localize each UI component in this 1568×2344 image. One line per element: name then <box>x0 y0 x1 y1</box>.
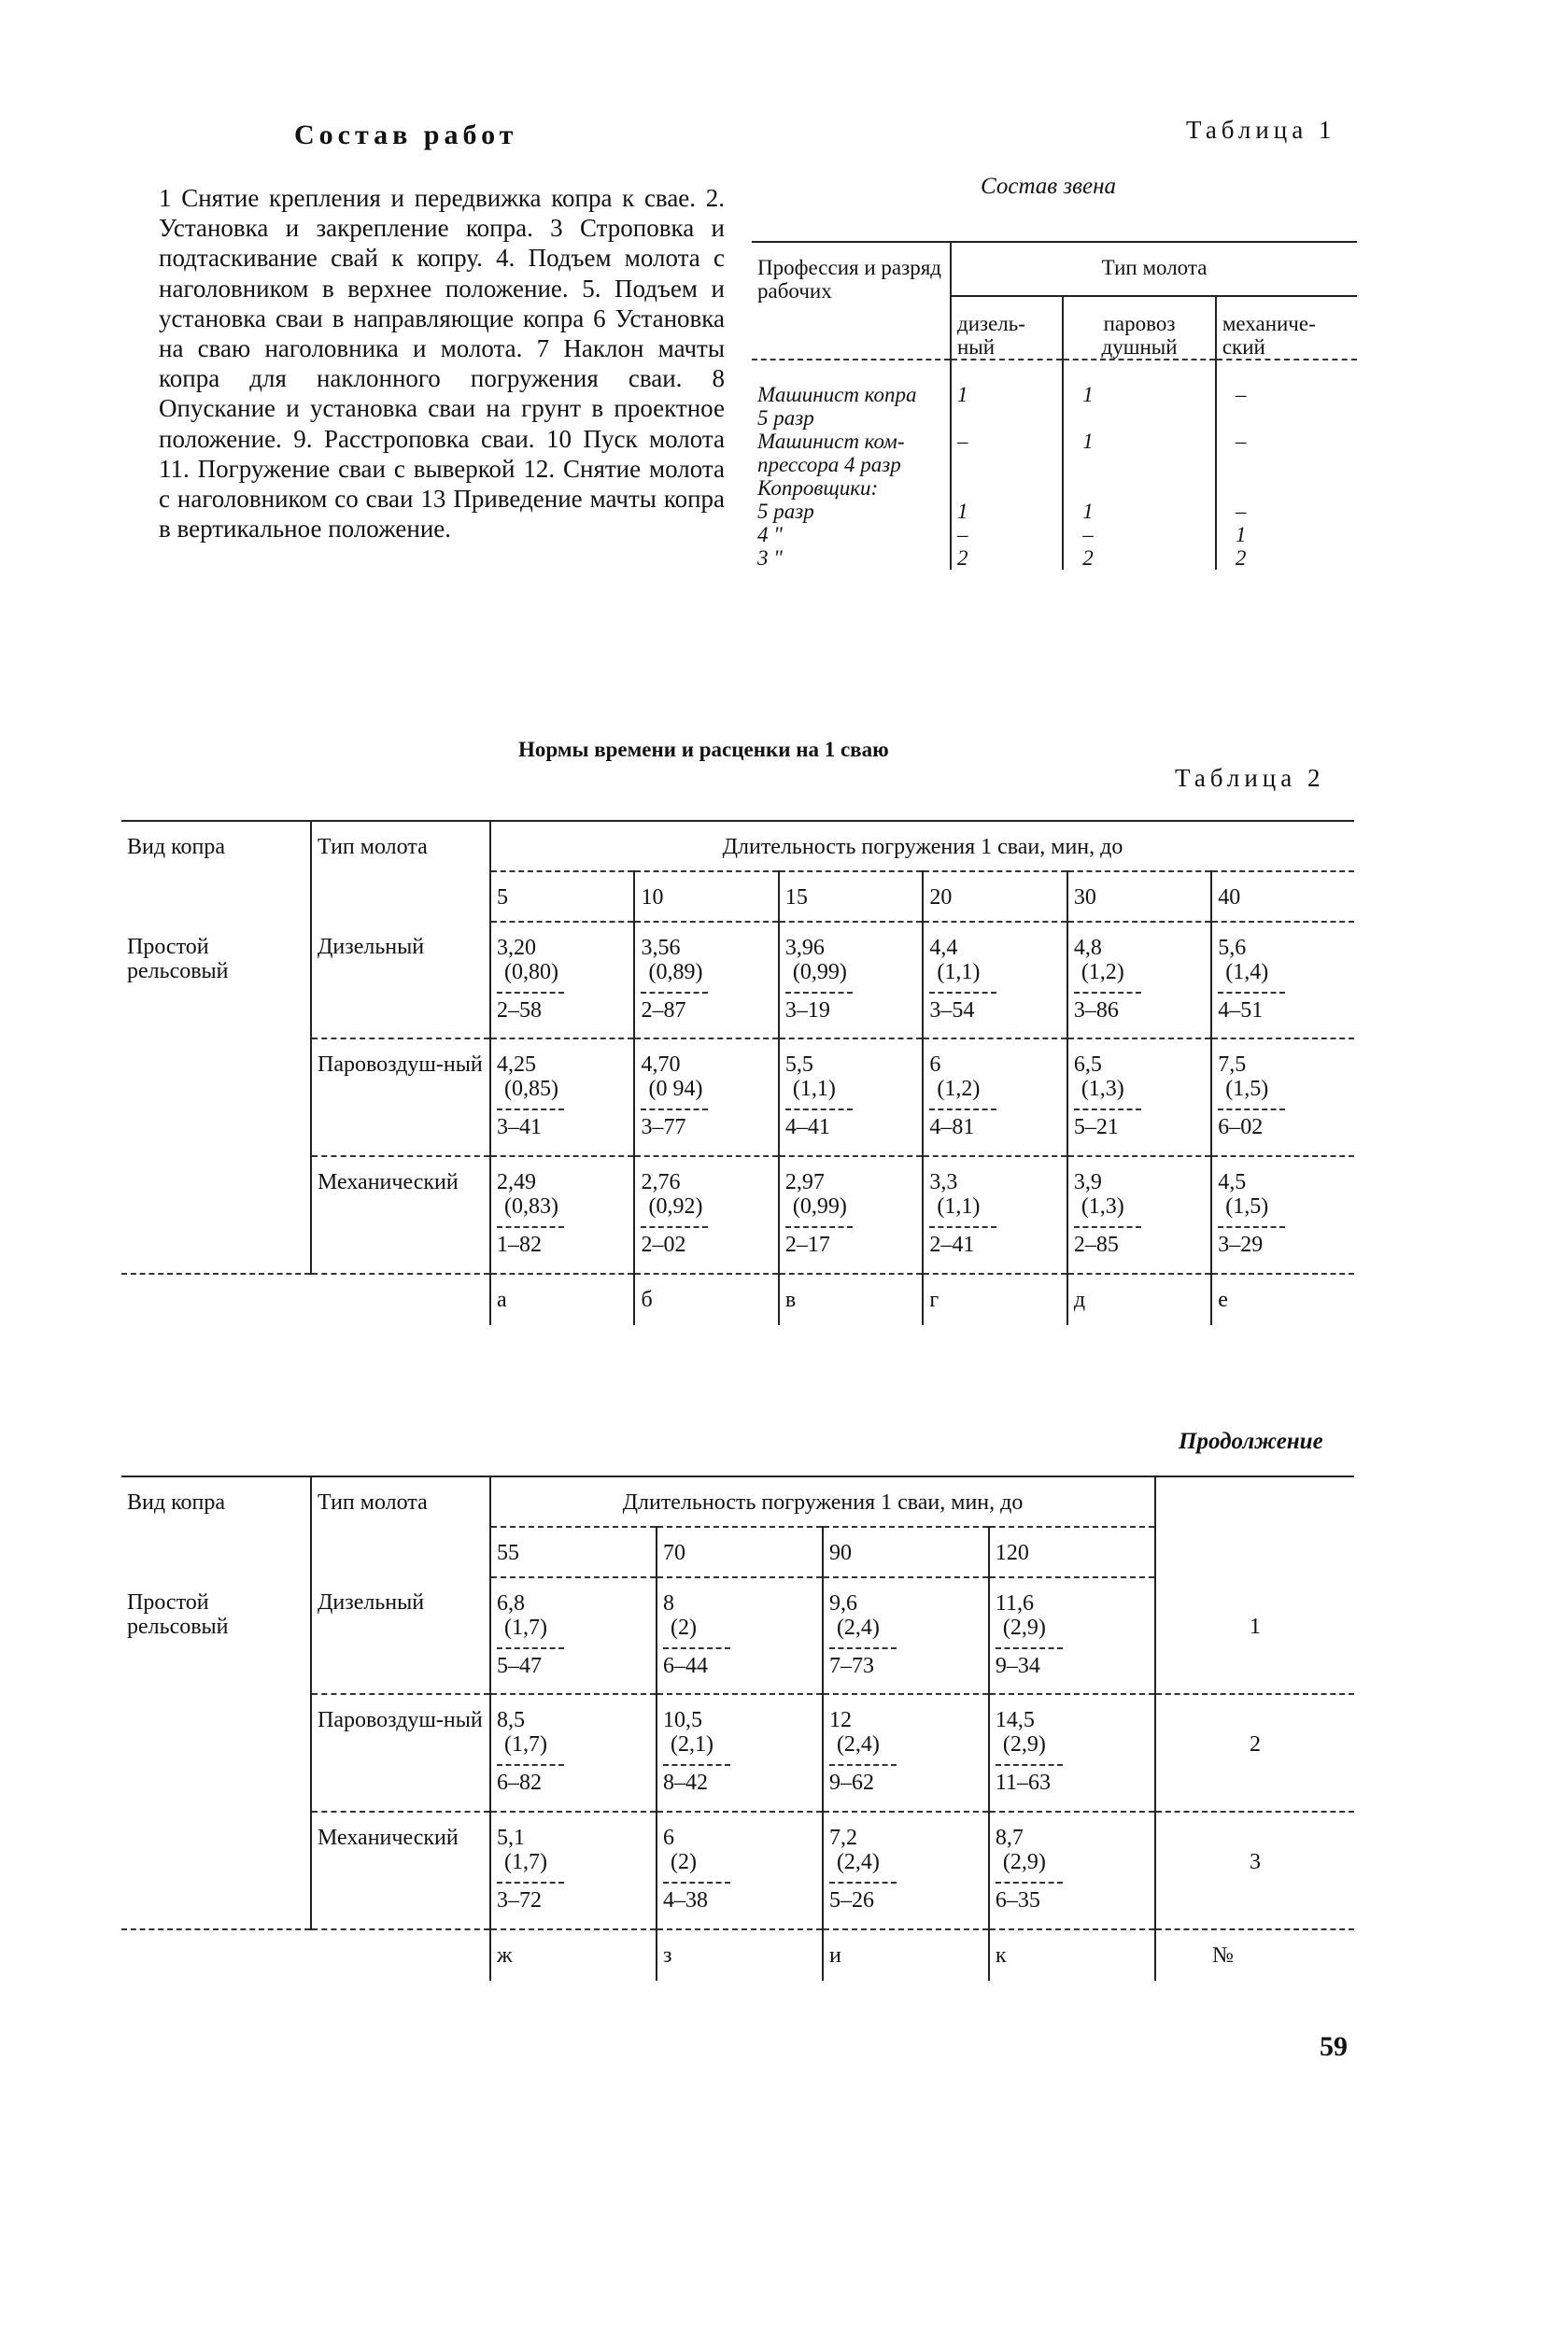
t2-letter: а <box>490 1274 634 1325</box>
t2-letter: б <box>634 1274 778 1325</box>
t3-cell: 5,1 (1,7) 3–72 <box>490 1812 657 1929</box>
table1-label: Таблица 1 <box>1186 116 1336 144</box>
t1-cell: – <box>1216 430 1357 476</box>
t1-cell: 2 <box>1063 546 1216 570</box>
t1-cell: 1 <box>951 360 1063 430</box>
crew-table <box>752 241 1357 570</box>
t3-cell: 6,8 (1,7) 5–47 <box>490 1577 657 1694</box>
t2-letter: г <box>923 1274 1067 1325</box>
t3-letter: ж <box>490 1929 657 1981</box>
t1-cell: – <box>951 430 1063 476</box>
t2-col-hammer: Тип молота <box>311 821 490 922</box>
t1-sub-col: паровоз душный <box>1063 296 1216 360</box>
t1-cell: – <box>1216 360 1357 430</box>
t1-row-name: Копровщики: <box>757 476 879 500</box>
t3-cell: 8,7 (2,9) 6–35 <box>989 1812 1155 1929</box>
t2-cell: 3,9 (1,3) 2–85 <box>1067 1156 1211 1274</box>
t3-cell: 7,2 (2,4) 5–26 <box>823 1812 989 1929</box>
t3-col-kopr: Вид копра <box>127 1490 225 1515</box>
t2-hammer: Дизельный <box>311 922 490 1038</box>
t3-row-number: 2 <box>1155 1694 1354 1812</box>
t1-row-name: 3 " <box>757 546 783 570</box>
t2-cell: 5,5 (1,1) 4–41 <box>779 1038 923 1156</box>
t2-duration: 15 <box>779 871 923 922</box>
table3-label: Продолжение <box>1179 1429 1323 1454</box>
t3-row-number: 1 <box>1155 1577 1354 1694</box>
t1-cell: 2 <box>951 546 1063 570</box>
t3-duration: 55 <box>490 1527 657 1577</box>
t1-cell: 2 <box>1216 546 1357 570</box>
t2-kopr-type: Простой рельсовый <box>121 922 311 1274</box>
t3-no-label: № <box>1155 1929 1354 1981</box>
t2-cell: 2,97 (0,99) 2–17 <box>779 1156 923 1274</box>
t2-letter: е <box>1211 1274 1354 1325</box>
t2-cell: 3,3 (1,1) 2–41 <box>923 1156 1067 1274</box>
t3-cell: 8 (2) 6–44 <box>657 1577 823 1694</box>
works-text: 1 Снятие крепления и передвижка копра к свае. 2. Установка и закрепление копра. 3 Строповка и подтаскивание свай к копру. 4. Подъем молота с наголовником в верхнее положение. 5. Подъем и установка сваи в направляющие копра 6 Установка на сваю наголовника и молота. 7 Наклон мачты копра для наклонного погружения сваи. 8 Опускание и установка сваи на грунт в проектное положение. 9. Расстроповка сваи. 10 Пуск молота 11. Погружение сваи с выверкой 12. Снятие молота с наголовником со сваи 13 Приведение мачты копра в вертикальное положение. <box>159 184 725 544</box>
t2-col-duration: Длительность погружения 1 сваи, мин, до <box>490 821 1354 871</box>
t2-cell: 2,76 (0,92) 2–02 <box>634 1156 778 1274</box>
t1-sub-col: механиче-ский <box>1216 296 1357 360</box>
t2-cell: 6 (1,2) 4–81 <box>923 1038 1067 1156</box>
t2-letter: в <box>779 1274 923 1325</box>
t3-letter: з <box>657 1929 823 1981</box>
t3-letter: и <box>823 1929 989 1981</box>
t3-duration: 70 <box>657 1527 823 1577</box>
t2-col-kopr: Вид копра <box>127 835 225 859</box>
t2-duration: 20 <box>923 871 1067 922</box>
t2-cell: 4,4 (1,1) 3–54 <box>923 922 1067 1038</box>
t1-cell: – <box>951 523 1063 546</box>
norms-continuation-table <box>121 1476 1354 1981</box>
t1-row-name: 5 разр <box>757 500 814 523</box>
t3-hammer: Дизельный <box>311 1577 490 1694</box>
t2-letter: д <box>1067 1274 1211 1325</box>
table2-heading: Нормы времени и расценки на 1 сваю <box>518 738 889 761</box>
t1-col-profession: Профессия и разряд рабочих <box>752 242 951 360</box>
t1-sub-col: дизель-ный <box>951 296 1063 360</box>
t1-row-name: 4 " <box>757 523 783 546</box>
table2-label: Таблица 2 <box>1175 764 1325 792</box>
t2-hammer: Паровоздуш-ный <box>311 1038 490 1156</box>
t2-cell: 4,25 (0,85) 3–41 <box>490 1038 634 1156</box>
t3-cell: 14,5 (2,9) 11–63 <box>989 1694 1155 1812</box>
t1-cell: 1 <box>1063 430 1216 476</box>
t3-cell: 6 (2) 4–38 <box>657 1812 823 1929</box>
t2-cell: 2,49 (0,83) 1–82 <box>490 1156 634 1274</box>
t2-duration: 10 <box>634 871 778 922</box>
t3-hammer: Механический <box>311 1812 490 1929</box>
t2-cell: 5,6 (1,4) 4–51 <box>1211 922 1354 1038</box>
t1-cell: 1 <box>1063 500 1216 523</box>
t2-hammer: Механический <box>311 1156 490 1274</box>
t3-cell: 11,6 (2,9) 9–34 <box>989 1577 1155 1694</box>
t3-duration: 90 <box>823 1527 989 1577</box>
t1-cell: 1 <box>951 500 1063 523</box>
t3-cell: 8,5 (1,7) 6–82 <box>490 1694 657 1812</box>
t3-col-hammer: Тип молота <box>311 1476 490 1577</box>
t1-cell: 1 <box>1063 360 1216 430</box>
t3-kopr-type: Простой рельсовый <box>121 1577 311 1929</box>
t3-hammer: Паровоздуш-ный <box>311 1694 490 1812</box>
t2-cell: 7,5 (1,5) 6–02 <box>1211 1038 1354 1156</box>
t3-letter: к <box>989 1929 1155 1981</box>
t3-cell: 10,5 (2,1) 8–42 <box>657 1694 823 1812</box>
t1-cell: – <box>1063 523 1216 546</box>
t2-cell: 6,5 (1,3) 5–21 <box>1067 1038 1211 1156</box>
t2-duration: 5 <box>490 871 634 922</box>
t3-row-number: 3 <box>1155 1812 1354 1929</box>
t1-cell: – <box>1216 500 1357 523</box>
norms-table <box>121 820 1354 1325</box>
t1-col-hammer: Тип молота <box>951 242 1357 296</box>
t3-col-duration: Длительность погружения 1 сваи, мин, до <box>490 1476 1155 1527</box>
t2-cell: 4,8 (1,2) 3–86 <box>1067 922 1211 1038</box>
t2-cell: 4,5 (1,5) 3–29 <box>1211 1156 1354 1274</box>
t2-cell: 3,56 (0,89) 2–87 <box>634 922 778 1038</box>
t2-cell: 3,20 (0,80) 2–58 <box>490 922 634 1038</box>
t3-duration: 120 <box>989 1527 1155 1577</box>
t1-row-name: Машинист копра 5 разр <box>757 383 917 430</box>
page-number: 59 <box>1320 2031 1348 2062</box>
table1-caption: Состав звена <box>981 174 1117 199</box>
works-heading: Состав работ <box>294 120 518 150</box>
t1-cell: 1 <box>1216 523 1357 546</box>
t2-cell: 4,70 (0 94) 3–77 <box>634 1038 778 1156</box>
t1-row-name: Машинист ком- прессора 4 разр <box>757 430 905 476</box>
t3-cell: 12 (2,4) 9–62 <box>823 1694 989 1812</box>
t2-duration: 30 <box>1067 871 1211 922</box>
t2-duration: 40 <box>1211 871 1354 922</box>
t3-cell: 9,6 (2,4) 7–73 <box>823 1577 989 1694</box>
t2-cell: 3,96 (0,99) 3–19 <box>779 922 923 1038</box>
